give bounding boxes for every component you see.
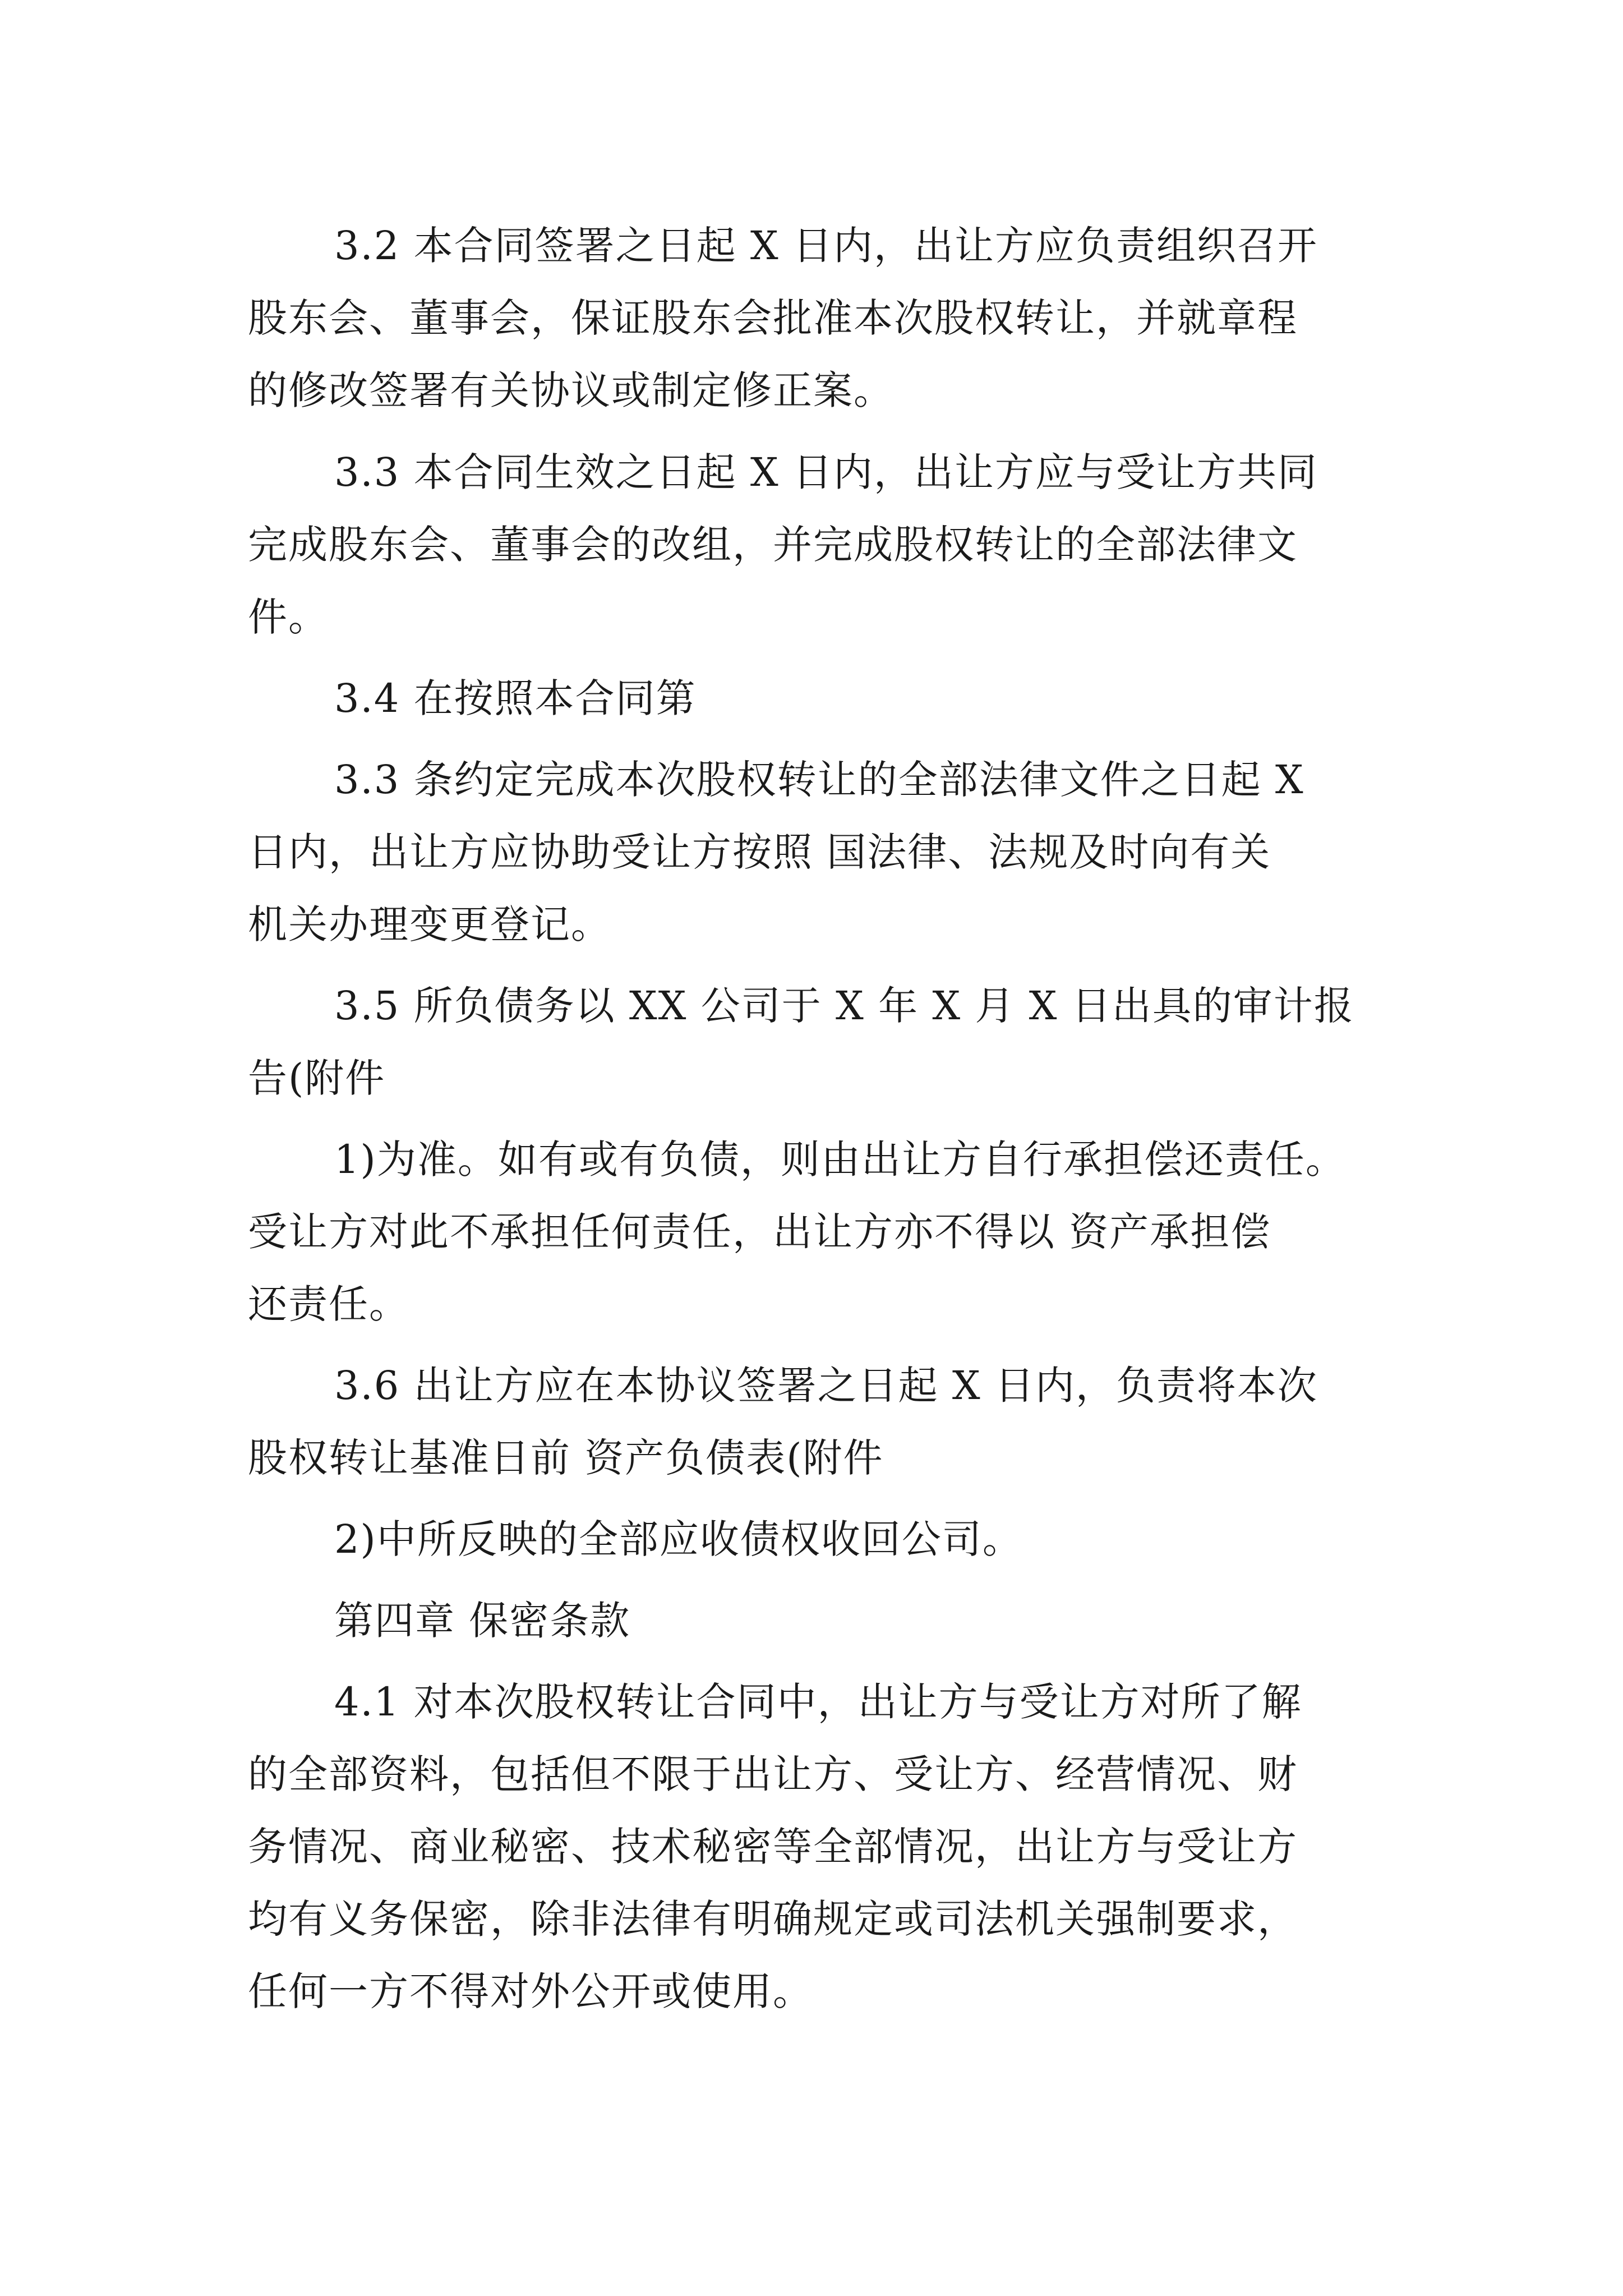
text-line: 件。 [248,594,329,640]
text-line: 2)中所反映的全部应收债权收回公司。 [334,1516,1023,1562]
text-line: 务情况、商业秘密、技术秘密等全部情况，出让方与受让方 [248,1824,1298,1870]
text-line: 1)为准。如有或有负债，则由出让方自行承担偿还责任。 [334,1137,1346,1182]
text-line: 均有义务保密，除非法律有明确规定或司法机关强制要求， [248,1896,1298,1942]
text-line: 还责任。 [248,1281,409,1327]
text-line: 4.1 对本次股权转让合同中，出让方与受让方对所了解 [334,1679,1302,1725]
text-line: 的全部资料，包括但不限于出让方、受让方、经营情况、财 [248,1751,1298,1797]
text-line: 3.3 条约定完成本次股权转让的全部法律文件之日起 X [334,757,1304,803]
text-line: 完成股东会、董事会的改组，并完成股权转让的全部法律文 [248,522,1298,568]
text-line: 3.3 本合同生效之日起 X 日内，出让方应与受让方共同 [334,449,1318,495]
text-line: 3.2 本合同签署之日起 X 日内，出让方应负责组织召开 [334,223,1318,269]
text-line: 的修改签署有关协议或制定修正案。 [248,367,894,413]
text-line: 3.6 出让方应在本协议签署之日起 X 日内，负责将本次 [334,1363,1318,1409]
text-line: 股权转让基准日前 资产负债表(附件 [248,1435,884,1481]
text-line: 日内，出让方应协助受让方按照 国法律、法规及时向有关 [248,829,1271,875]
text-line: 告(附件 [248,1055,386,1101]
text-line: 机关办理变更登记。 [248,901,611,947]
text-line: 3.4 在按照本合同第 [334,675,697,721]
text-line: 3.5 所负债务以 XX 公司于 X 年 X 月 X 日出具的审计报 [334,983,1354,1029]
text-line: 任何一方不得对外公开或使用。 [248,1968,813,2014]
text-line: 受让方对此不承担任何责任，出让方亦不得以 资产承担偿 [248,1209,1271,1255]
text-line: 股东会、董事会，保证股东会批准本次股权转让，并就章程 [248,295,1298,341]
section-heading: 第四章 保密条款 [334,1598,631,1644]
